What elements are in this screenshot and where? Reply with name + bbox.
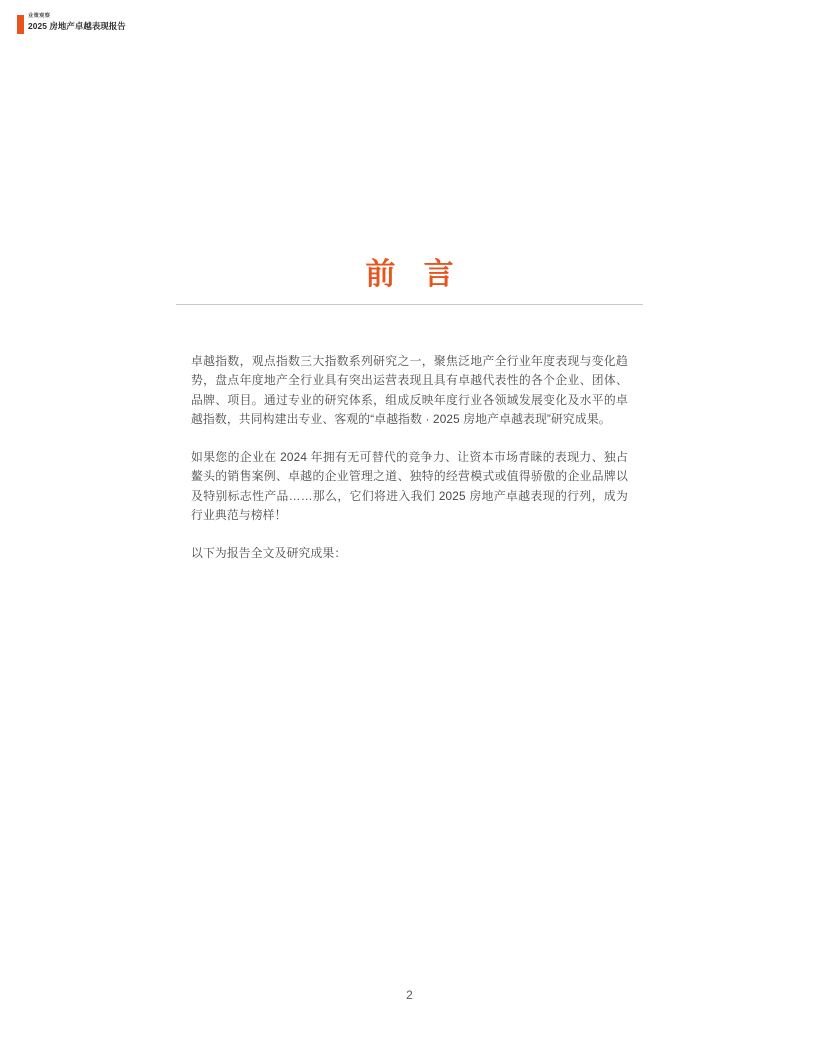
logo-mark-icon [17,15,24,34]
title-divider [176,304,643,305]
logo-kicker: 业策观察 [28,13,51,19]
logo-title: 2025 房地产卓越表现报告 [28,20,126,31]
paragraph: 卓越指数，观点指数三大指数系列研究之一，聚焦泛地产全行业年度表现与变化趋势，盘点年度地产全行业具有突出运营表现且具有卓越代表性的各个企业、团体、品牌、项目。通过专业的研究体系，组成反映年度行业各领域发展变化及水平的卓越指数，共同构建出专业、客观的“卓越指数 · 2025 房地产卓越表现”研究成果。 [191,354,628,426]
page-number: 2 [406,988,413,1002]
page-header [17,14,126,34]
paragraph: 以下为报告全文及研究成果： [191,546,347,561]
paragraph: 如果您的企业在 2024 年拥有无可替代的竞争力、让资本市场青睐的表现力、独占鳌头的销售案例、卓越的企业管理之道、独特的经营模式或值得骄傲的企业品牌以及特别标志性产品……那么，它们将进入我们 2025 房地产卓越表现的行列，成为行业典范与榜样！ [191,450,628,523]
document-body [191,352,628,564]
page-title: 前 言 [365,258,464,291]
logo-text [28,14,126,30]
